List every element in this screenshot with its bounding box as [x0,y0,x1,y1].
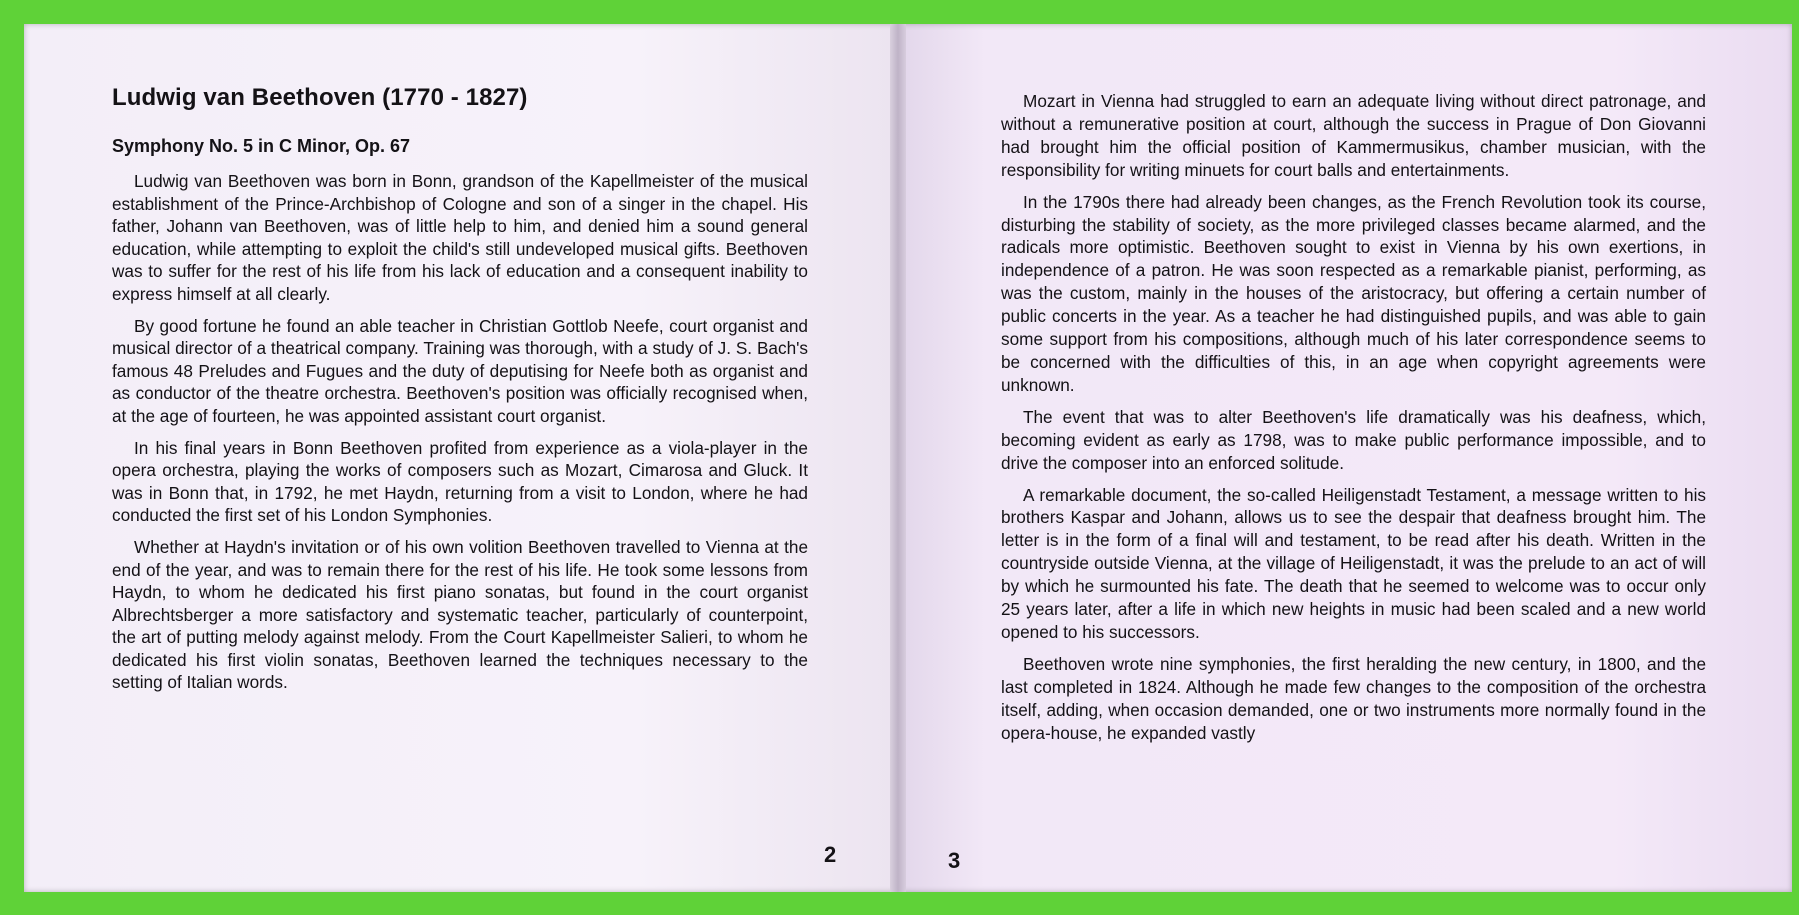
paragraph: A remarkable document, the so-called Heiligenstadt Testament, a message written to his brothers Kaspar and Johann, allows us to see the despair that deafness brought him. The letter is in the form of a final will and testament, to be read after his death. Written in the countryside outside Vienna, at the village of Heiligenstadt, it was the prelude to an act of will by which he surmounted his fate. The death that he seemed to welcome was to occur only 25 years later, after a life in which new heights in music had been scaled and a new world opened to his successors. [1001,484,1706,642]
page-number: 2 [824,842,837,867]
left-text-column [112,170,808,703]
paragraph: In his final years in Bonn Beethoven profited from experience as a viola-player in the opera orchestra, playing the works of composers such as Mozart, Cimarosa and Gluck. It was in Bonn that, in 1792, he met Haydn, returning from a visit to London, where he had conducted the first set of his London Symphonies. [112,437,808,526]
paragraph: Beethoven wrote nine symphonies, the first heralding the new century, in 1800, and the last completed in 1824. Although he made few changes to the composition of the orchestra itself, adding, when occasion demanded, one or two instruments more normally found in the opera-house, he expanded vastly [1001,653,1706,743]
page-title: Ludwig van Beethoven (1770 - 1827) [112,84,528,111]
right-text-column [1001,90,1706,753]
work-subtitle: Symphony No. 5 in C Minor, Op. 67 [112,136,411,156]
paragraph: By good fortune he found an able teacher in Christian Gottlob Neefe, court organist and musical director of a theatrical company. Training was thorough, with a study of J. S. Bach's famous 48 Preludes and Fugues and the duty of deputising for Neefe both as organist and as conductor of the theatre orchestra. Beethoven's position was officially recognised when, at the age of fourteen, he was appointed assistant court organist. [112,315,808,426]
page-number: 3 [948,848,961,873]
paragraph: The event that was to alter Beethoven's life dramatically was his deafness, which, becoming evident as early as 1798, was to make public performance impossible, and to drive the composer into an enforced solitude. [1001,406,1706,473]
left-page [24,24,896,892]
booklet-spine [890,24,906,892]
paragraph: Whether at Haydn's invitation or of his own volition Beethoven travelled to Vienna at the end of the year, and was to remain there for the rest of his life. He took some lessons from Haydn, to whom he dedicated his first piano sonatas, but found in the court organist Albrechtsberger a more satisfactory and systematic teacher, particularly of counterpoint, the art of putting melody against melody. From the Court Kapellmeister Salieri, to whom he dedicated his first violin sonatas, Beethoven learned the techniques necessary to the setting of Italian words. [112,536,808,693]
paragraph: Mozart in Vienna had struggled to earn an adequate living without direct patronage, and without a remunerative position at court, although the success in Prague of Don Giovanni had brought him the official position of Kammermusikus, chamber musician, with the responsibility for writing minuets for court balls and entertainments. [1001,91,1706,180]
paragraph: Ludwig van Beethoven was born in Bonn, grandson of the Kapellmeister of the musical establishment of the Prince-Archbishop of Cologne and son of a singer in the chapel. His father, Johann van Beethoven, was of little help to him, and denied him a sound general education, while attempting to exploit the child's still undeveloped musical gifts. Beethoven was to suffer for the rest of his life from his lack of education and a consequent inability to express himself at all clearly. [112,171,808,304]
right-page [896,24,1792,892]
paragraph: In the 1790s there had already been changes, as the French Revolution took its course, disturbing the stability of society, as the more privileged classes became alarmed, and the radicals more optimistic. Beethoven sought to exist in Vienna by his own exertions, in independence of a patron. He was soon respected as a remarkable pianist, performing, as was the custom, mainly in the houses of the aristocracy, but offering a certain number of public concerts in the year. As a teacher he had distinguished pupils, and was able to gain some support from his compositions, although much of his later correspondence seems to be concerned with the difficulties of this, in an age when copyright agreements were unknown. [1001,191,1706,395]
open-booklet [24,24,1792,892]
